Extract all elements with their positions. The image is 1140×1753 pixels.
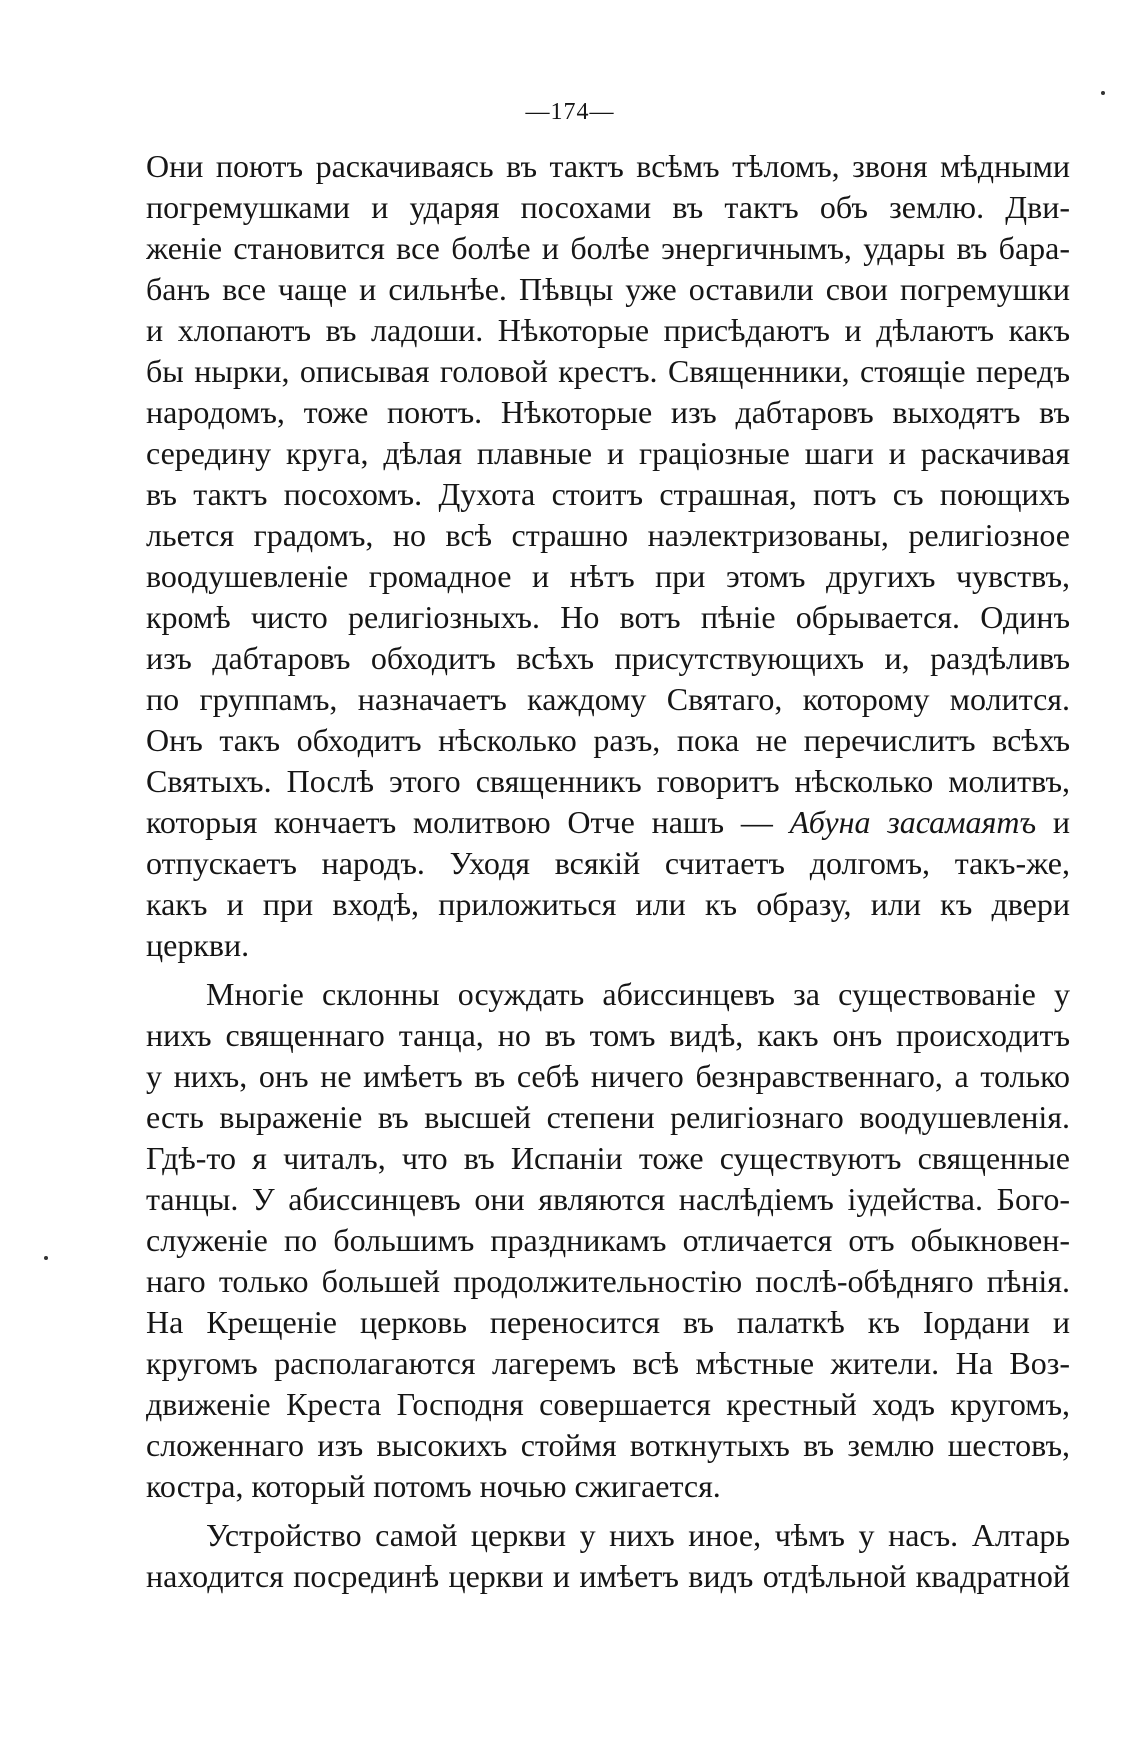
- text-line: банъ все чаще и сильнѣе. Пѣвцы уже оставили свои погремушки: [146, 271, 1070, 307]
- text-line: женіе становится все болѣе и болѣе энергичнымъ, удары въ бара-: [146, 230, 1070, 266]
- text-line: Святыхъ. Послѣ этого священникъ говоритъ нѣсколько молитвъ,: [146, 763, 1070, 799]
- text-line: костра, который потомъ ночью сжигается.: [146, 1468, 721, 1504]
- text-line: находится посрединѣ церкви и имѣетъ видъ отдѣльной квадратной: [146, 1558, 1070, 1594]
- text-line: Многіе склонны осуждать абиссинцевъ за существованіе у: [206, 976, 1070, 1012]
- print-speck: [1101, 91, 1105, 95]
- text-line: церкви.: [146, 927, 250, 963]
- paragraph: [146, 974, 1070, 1507]
- text-line: На Крещеніе церковь переносится въ палаткѣ къ Іордани и: [146, 1304, 1070, 1340]
- body-text: [146, 146, 1070, 1597]
- text-line: у нихъ, онъ не имѣетъ въ себѣ ничего безнравственнаго, а только: [146, 1058, 1070, 1094]
- text-line: какъ и при входѣ, приложиться или къ образу, или къ двери: [146, 886, 1070, 922]
- text-line: бы нырки, описывая головой крестъ. Священники, стоящіе передъ: [146, 353, 1070, 389]
- text-line: въ тактъ посохомъ. Духота стоитъ страшная, потъ съ поющихъ: [146, 476, 1070, 512]
- paragraph: [146, 1515, 1070, 1597]
- text-line: кромѣ чисто религіозныхъ. Но вотъ пѣніе обрывается. Одинъ: [146, 599, 1070, 635]
- text-line: изъ дабтаровъ обходитъ всѣхъ присутствующихъ и, раздѣливъ: [146, 640, 1070, 676]
- text-line: движеніе Креста Господня совершается крестный ходъ кругомъ,: [146, 1386, 1070, 1422]
- paragraph: [146, 146, 1070, 966]
- text-line: наго только большей продолжительностію послѣ-обѣдняго пѣнія.: [146, 1263, 1070, 1299]
- text-line: и хлопаютъ въ ладоши. Нѣкоторые присѣдаютъ и дѣлаютъ какъ: [146, 312, 1070, 348]
- text-line: служеніе по большимъ праздникамъ отличается отъ обыкновен-: [146, 1222, 1070, 1258]
- text-line: Гдѣ-то я читалъ, что въ Испаніи тоже существуютъ священные: [146, 1140, 1070, 1176]
- text-line: середину круга, дѣлая плавные и граціозные шаги и раскачивая: [146, 435, 1070, 471]
- text-line: льется градомъ, но всѣ страшно наэлектризованы, религіозное: [146, 517, 1070, 553]
- text-line: Онъ такъ обходитъ нѣсколько разъ, пока не перечислитъ всѣхъ: [146, 722, 1070, 758]
- text-line: нихъ священнаго танца, но въ томъ видѣ, какъ онъ происходитъ: [146, 1017, 1070, 1053]
- text-line: народомъ, тоже поютъ. Нѣкоторые изъ дабтаровъ выходятъ въ: [146, 394, 1070, 430]
- text-line: танцы. У абиссинцевъ они являются наслѣдіемъ іудейства. Бого-: [146, 1181, 1070, 1217]
- text-line: сложеннаго изъ высокихъ стоймя воткнутыхъ въ землю шестовъ,: [146, 1427, 1070, 1463]
- text-line: по группамъ, назначаетъ каждому Святаго, которому молится.: [146, 681, 1070, 717]
- text-line: отпускаетъ народъ. Уходя всякій считаетъ долгомъ, такъ-же,: [146, 845, 1070, 881]
- print-speck: [44, 1256, 48, 1260]
- text-line: Они поютъ раскачиваясь въ тактъ всѣмъ тѣломъ, звоня мѣдными: [146, 148, 1070, 184]
- text-line: Устройство самой церкви у нихъ иное, чѣмъ у насъ. Алтарь: [206, 1517, 1070, 1553]
- text-line: погремушками и ударяя посохами въ тактъ объ землю. Дви-: [146, 189, 1070, 225]
- text-line: кругомъ располагаются лагеремъ всѣ мѣстные жители. На Воз-: [146, 1345, 1070, 1381]
- page-number: —174—: [525, 99, 615, 125]
- text-segment: которыя кончаетъ молитвою Отче нашъ —: [146, 804, 773, 840]
- italic-phrase: Абуна засамаятъ: [789, 804, 1037, 840]
- text-line-with-italic: [146, 802, 1070, 843]
- text-line: воодушевленіе громадное и нѣтъ при этомъ другихъ чувствъ,: [146, 558, 1070, 594]
- text-line: есть выраженіе въ высшей степени религіознаго воодушевленія.: [146, 1099, 1070, 1135]
- text-segment: и: [1052, 804, 1070, 840]
